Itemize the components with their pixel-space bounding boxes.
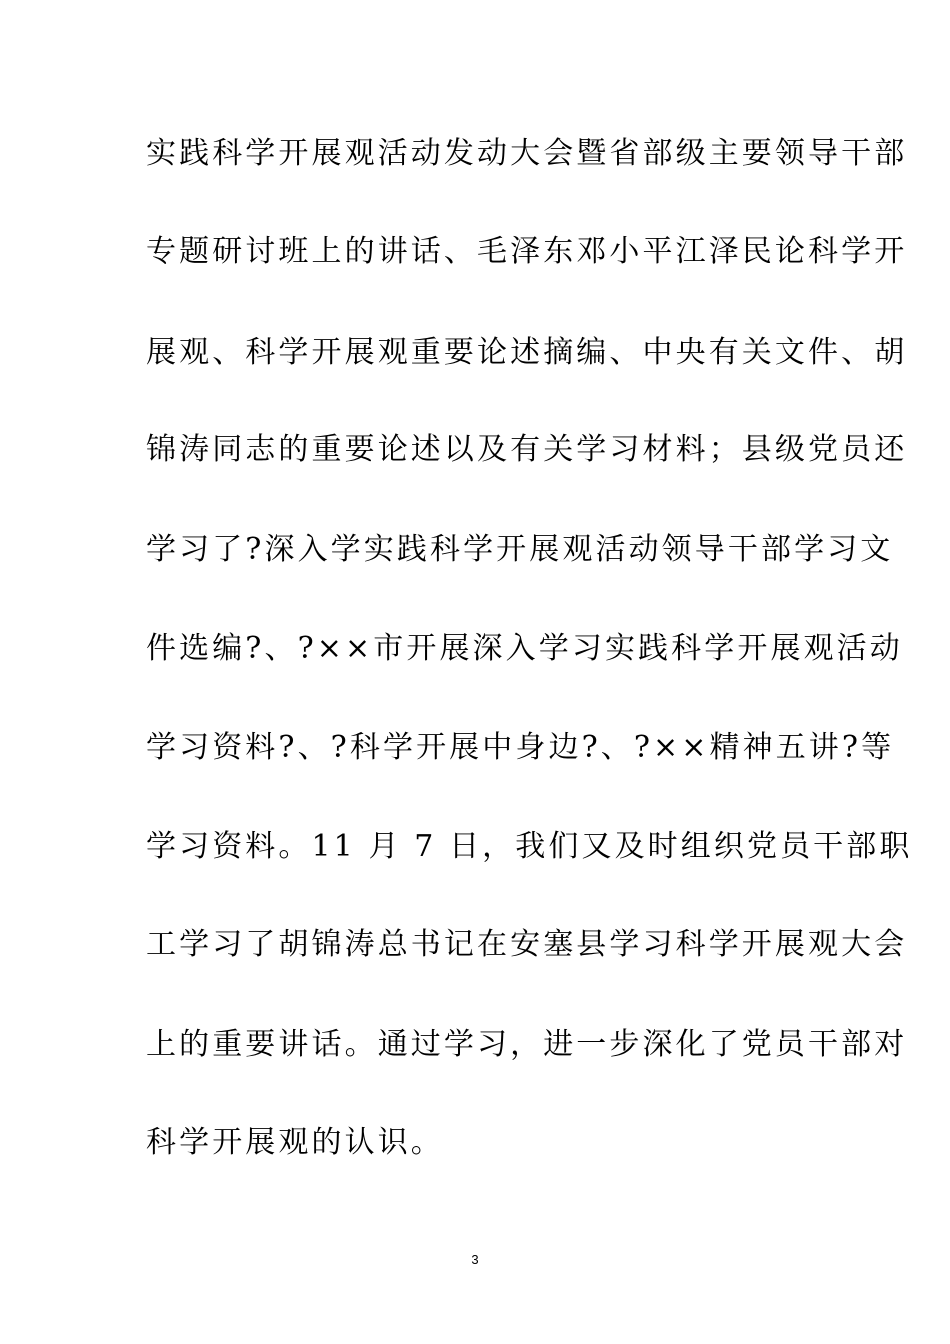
paragraph-line-7: 学习资料?、?科学开展中身边?、?××精神五讲?等 bbox=[146, 730, 895, 765]
paragraph-line-11: 科学开展观的认识。 bbox=[146, 1125, 444, 1160]
page-number: 3 bbox=[471, 1252, 479, 1267]
paragraph-line-5: 学习了?深入学实践科学开展观活动领导干部学习文 bbox=[146, 532, 894, 567]
paragraph-line-6: 件选编?、?××市开展深入学习实践科学开展观活动 bbox=[146, 631, 903, 666]
paragraph-line-9: 工学习了胡锦涛总书记在安塞县学习科学开展观大会 bbox=[146, 927, 908, 962]
paragraph-line-10: 上的重要讲话。通过学习，进一步深化了党员干部对 bbox=[146, 1027, 908, 1062]
paragraph-line-4: 锦涛同志的重要论述以及有关学习材料；县级党员还 bbox=[146, 432, 908, 467]
paragraph-line-2: 专题研讨班上的讲话、毛泽东邓小平江泽民论科学开 bbox=[146, 234, 908, 269]
paragraph-line-3: 展观、科学开展观重要论述摘编、中央有关文件、胡 bbox=[146, 335, 908, 370]
paragraph-line-8: 学习资料。11 月 7 日，我们又及时组织党员干部职 bbox=[146, 829, 913, 864]
paragraph-line-1: 实践科学开展观活动发动大会暨省部级主要领导干部 bbox=[146, 136, 908, 171]
